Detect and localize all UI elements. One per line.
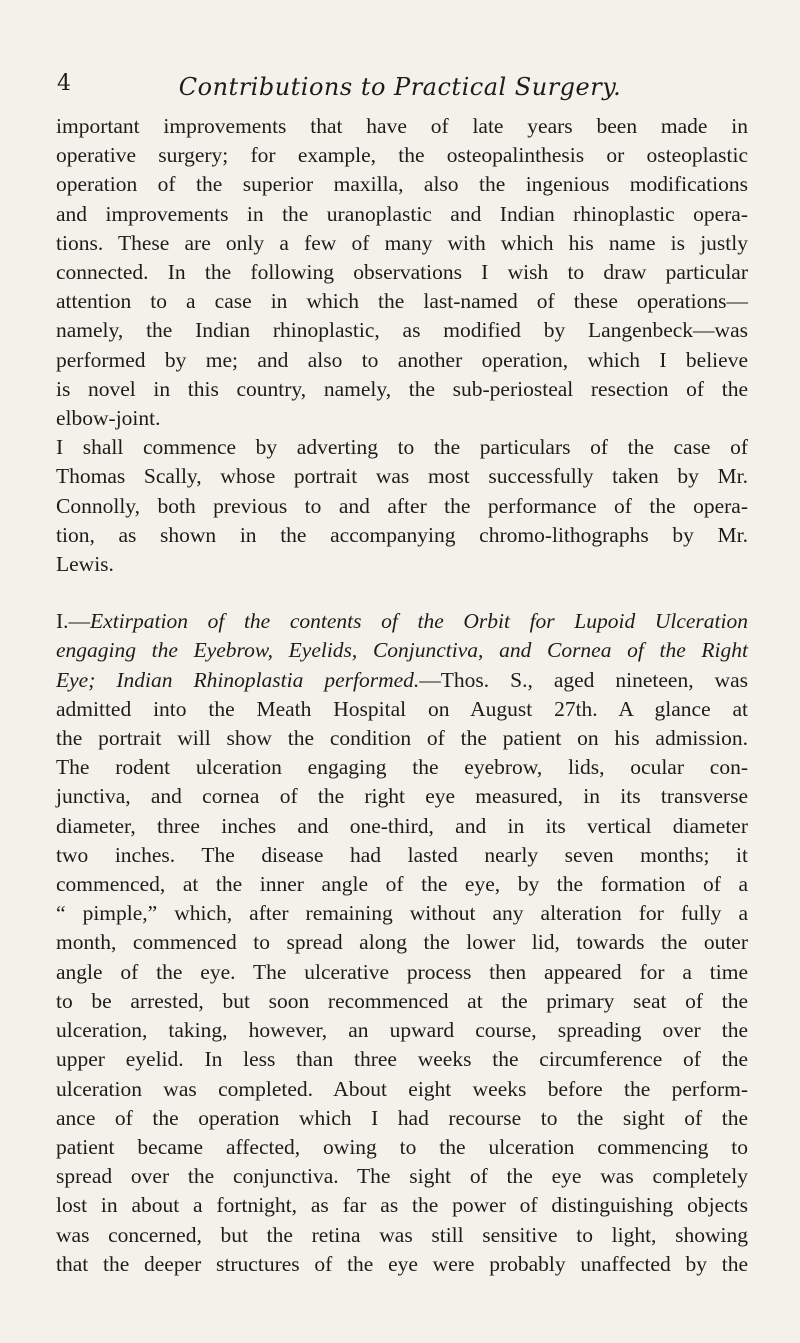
running-title: Contributions to Practical Surgery. — [178, 73, 622, 101]
case-heading-line — [56, 636, 748, 665]
text-line: diameter, three inches and one-third, and in its vertical diameter — [56, 813, 748, 838]
text-line: two inches. The disease had lasted nearly seven months; it — [56, 842, 748, 867]
text-line: “ pimple,” which, after remaining without any alteration for fully a — [56, 901, 748, 926]
text-line: upper eyelid. In less than three weeks the circumference of the — [56, 1047, 748, 1072]
text-line: attention to a case in which the last-named of these operations— — [56, 289, 748, 314]
case-heading-line: I.—Extirpation of the contents of the Orbit for Lupoid Ulceration — [56, 609, 748, 634]
case-intro: —Thos. S., aged nineteen, was — [419, 667, 748, 692]
section-gap — [56, 579, 748, 607]
text-line: operation of the superior maxilla, also the ingenious modifications — [56, 172, 748, 197]
text-line: is novel in this country, namely, the sub-periosteal resection of the — [56, 376, 748, 401]
text-line: ance of the operation which I had recourse to the sight of the — [56, 1105, 748, 1130]
page-number: 4 — [57, 71, 71, 96]
text-line: important improvements that have of late years been made in — [56, 114, 748, 138]
text-line: ulceration, taking, however, an upward course, spreading over the — [56, 1018, 748, 1043]
text-line: the portrait will show the condition of the patient on his admission. — [56, 726, 748, 751]
case-heading-text: Eye; Indian Rhinoplastia performed. — [56, 667, 420, 692]
case-heading-text: Extirpation of the contents of the Orbit for Lupoid Ulceration — [90, 609, 748, 634]
text-line: elbow-joint. — [56, 406, 161, 431]
text-line: ulceration was completed. About eight weeks before the perform- — [56, 1076, 748, 1101]
text-line: commenced, at the inner angle of the eye, by the formation of a — [56, 872, 748, 897]
text-line: Thomas Scally, whose portrait was most successfully taken by Mr. — [56, 464, 748, 489]
case-section-1 — [56, 607, 748, 1279]
text-line: admitted into the Meath Hospital on August 27th. A glance at — [56, 696, 748, 721]
text-line: and improvements in the uranoplastic and Indian rhinoplastic opera- — [56, 201, 748, 226]
paragraph-improvements — [56, 112, 748, 433]
case-number: I. — [56, 609, 69, 634]
text-line: junctiva, and cornea of the right eye measured, in its transverse — [56, 784, 748, 809]
text-line: tions. These are only a few of many with which his name is justly — [56, 230, 748, 255]
text-line: month, commenced to spread along the lower lid, towards the outer — [56, 930, 748, 955]
text-line: that the deeper structures of the eye were probably unaffected by the — [56, 1251, 748, 1276]
text-line: namely, the Indian rhinoplastic, as modified by Langenbeck—was — [56, 318, 748, 343]
text-line: tion, as shown in the accompanying chromo-lithographs by Mr. — [56, 522, 748, 547]
text-line: The rodent ulceration engaging the eyebrow, lids, ocular con- — [56, 755, 748, 780]
text-line: operative surgery; for example, the osteopalinthesis or osteoplastic — [56, 143, 748, 168]
text-line: I shall commence by adverting to the particulars of the case of — [56, 435, 748, 460]
paragraph-scally-case — [56, 433, 748, 579]
case-heading-line — [56, 666, 748, 695]
text-line: Lewis. — [56, 552, 114, 577]
body-text — [56, 112, 748, 1279]
text-line: patient became affected, owing to the ulceration commencing to — [56, 1134, 748, 1159]
text-line: spread over the conjunctiva. The sight of the eye was completely — [56, 1164, 748, 1189]
text-line: performed by me; and also to another operation, which I believe — [56, 347, 748, 372]
text-line: lost in about a fortnight, as far as the power of distinguishing objects — [56, 1193, 748, 1218]
text-line: angle of the eye. The ulcerative process then appeared for a time — [56, 959, 748, 984]
case-heading-text: engaging the Eyebrow, Eyelids, Conjunctiva, and Cornea of the Right — [56, 638, 748, 663]
text-line: was concerned, but the retina was still sensitive to light, showing — [56, 1222, 748, 1247]
text-line: Connolly, both previous to and after the performance of the opera- — [56, 493, 748, 518]
text-line: to be arrested, but soon recommenced at the primary seat of the — [56, 988, 748, 1013]
text-line: connected. In the following observations I wish to draw particular — [56, 260, 748, 285]
